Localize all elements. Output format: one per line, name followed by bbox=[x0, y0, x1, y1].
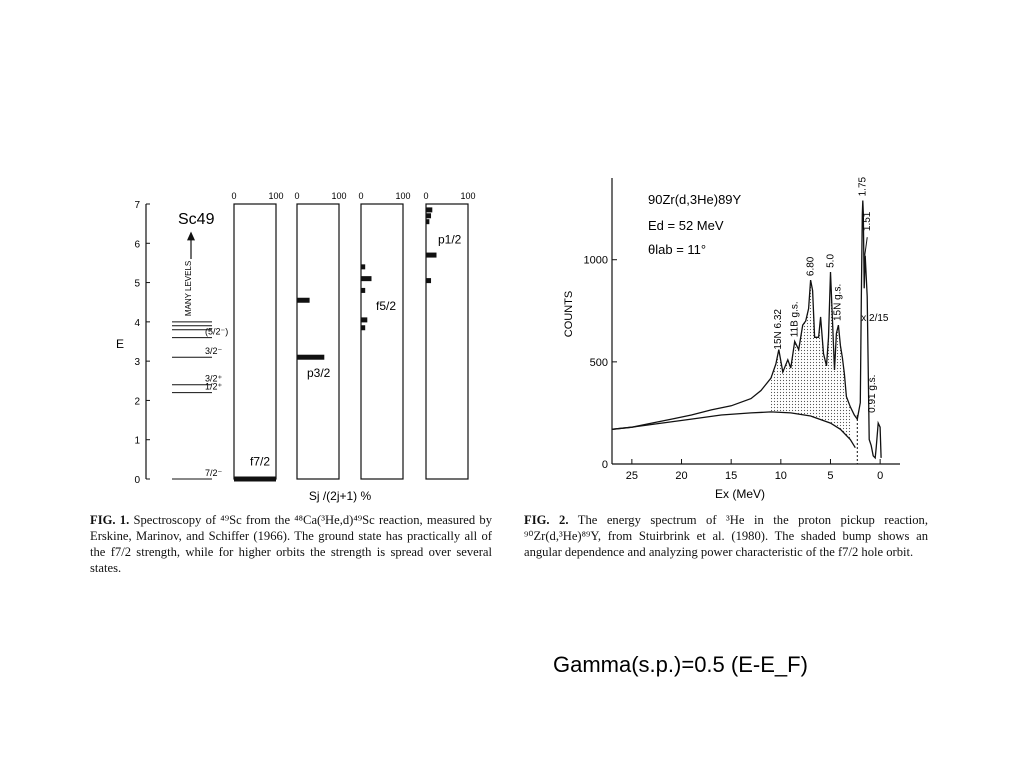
figure-2-chart bbox=[560, 172, 940, 512]
level-label: (5/2⁻) bbox=[205, 326, 229, 337]
caption-label: FIG. 1. bbox=[90, 513, 130, 527]
caption-text: Spectroscopy of ⁴⁹Sc from the ⁴⁸Ca(³He,d)⁴⁹Sc reaction, measured by Erskine, Marinov, and Schiffer (1966). The ground state has practically all of the f7/2 strength, while for higher orbits the strength is spread over several states. bbox=[90, 513, 492, 575]
level-label: 1/2⁺ bbox=[205, 381, 223, 392]
strength-bar bbox=[426, 278, 431, 283]
panel-label: p3/2 bbox=[307, 365, 331, 380]
formula-text: Gamma(s.p.)=0.5 (E-E_F) bbox=[553, 652, 808, 677]
y-tick-label: 1 bbox=[134, 435, 140, 447]
x-tick-label: 10 bbox=[774, 470, 787, 482]
figure-1-chart bbox=[100, 180, 500, 510]
x-tick-label: 100 bbox=[460, 191, 476, 201]
x-tick-label: 100 bbox=[268, 191, 284, 201]
peak-label: 15N 6.32 bbox=[772, 309, 784, 350]
y-axis-label: COUNTS bbox=[563, 290, 575, 338]
chart-title: Sc49 bbox=[178, 211, 215, 228]
panel-2 bbox=[294, 191, 346, 479]
x-tick-label: 0 bbox=[294, 191, 300, 201]
strength-bar bbox=[426, 213, 431, 218]
panel-frame bbox=[361, 204, 403, 479]
level-label: 3/2⁺ bbox=[205, 373, 223, 384]
panel-4 bbox=[423, 191, 475, 479]
x-tick-label: 15 bbox=[725, 470, 738, 482]
panel-1 bbox=[231, 191, 283, 482]
level-scheme bbox=[172, 232, 228, 480]
x-tick-label: 100 bbox=[395, 191, 411, 201]
y-tick-label: 4 bbox=[134, 317, 140, 329]
panel-frame bbox=[297, 204, 339, 479]
y-tick-label: 6 bbox=[134, 239, 140, 251]
y-tick-label: 2 bbox=[134, 396, 140, 408]
x-tick-label: 100 bbox=[331, 191, 347, 201]
y-tick-label: 1000 bbox=[583, 254, 608, 267]
angle-label: θlab = 11° bbox=[648, 242, 707, 257]
x-axis-label: Ex (MeV) bbox=[714, 487, 766, 501]
figure-2-caption bbox=[524, 512, 928, 560]
caption-label: FIG. 2. bbox=[524, 513, 569, 527]
strength-bar bbox=[361, 325, 365, 330]
y-axis-label: E bbox=[115, 337, 125, 351]
x-tick-label: 5 bbox=[827, 470, 834, 482]
y-tick-label: 0 bbox=[134, 475, 140, 486]
peak-label: 6.80 bbox=[805, 256, 817, 277]
y-tick-label: 5 bbox=[134, 278, 140, 290]
strength-bar bbox=[361, 288, 365, 293]
caption-text: The energy spectrum of ³He in the proton pickup reaction, ⁹⁰Zr(d,³He)⁸⁹Y, from Stuirbrink et al. (1980). The shaded bump shows an angular dependence and analyzing power characteristic of the f7/2 hole orbit. bbox=[524, 513, 929, 559]
panel-3 bbox=[358, 191, 410, 479]
peak-label: 5.0 bbox=[825, 253, 837, 268]
level-label: 7/2⁻ bbox=[205, 468, 223, 478]
pointer-line bbox=[865, 237, 867, 255]
y-axis bbox=[134, 200, 150, 486]
strength-bar bbox=[426, 253, 437, 258]
reaction-label: 90Zr(d,3He)89Y bbox=[648, 192, 742, 207]
strength-bar bbox=[361, 317, 367, 322]
strength-bar bbox=[234, 477, 276, 482]
strength-panels bbox=[231, 191, 475, 482]
x-tick-label: 0 bbox=[358, 191, 364, 201]
y-tick-label: 3 bbox=[134, 357, 140, 369]
x-tick-label: 25 bbox=[625, 470, 638, 482]
y-tick-label: 0 bbox=[601, 459, 608, 471]
strength-bar bbox=[426, 207, 432, 212]
panel-label: p1/2 bbox=[438, 232, 462, 247]
y-tick-label: 500 bbox=[589, 356, 608, 369]
peak-label: 1.75 bbox=[857, 176, 869, 197]
x-tick-label: 0 bbox=[877, 470, 884, 482]
strength-bar bbox=[297, 298, 310, 303]
x-tick-label: 20 bbox=[675, 470, 688, 482]
x-tick-label: 0 bbox=[231, 191, 237, 201]
axes bbox=[584, 178, 900, 482]
peak-label: 0.91 g.s. bbox=[867, 374, 879, 413]
peak-label: x 2/15 bbox=[861, 313, 889, 324]
y-tick-label: 7 bbox=[134, 200, 140, 211]
beam-energy-label: Ed = 52 MeV bbox=[648, 218, 724, 233]
figure-1-caption bbox=[90, 512, 492, 576]
panel-frame bbox=[234, 204, 276, 479]
peak-label: 15N g.s. bbox=[832, 283, 844, 321]
peak-label: 11B g.s. bbox=[789, 301, 801, 338]
panel-label: f5/2 bbox=[376, 299, 397, 314]
many-levels-label: MANY LEVELS bbox=[184, 260, 193, 317]
panel-label: f7/2 bbox=[250, 454, 271, 469]
strength-bar bbox=[297, 355, 324, 360]
figure-1-sc49-spectroscopy bbox=[100, 180, 500, 510]
x-tick-label: 0 bbox=[423, 191, 429, 201]
strength-bar bbox=[361, 276, 372, 281]
peak-label: 1.51 bbox=[862, 211, 874, 232]
strength-bar bbox=[426, 219, 429, 224]
strength-bar bbox=[361, 264, 365, 269]
level-label: 3/2⁻ bbox=[205, 346, 223, 357]
arrowhead-icon bbox=[187, 232, 195, 241]
figure-2-zr90-spectrum bbox=[560, 172, 940, 512]
x-axis-label: Sj /(2j+1) % bbox=[308, 489, 372, 503]
